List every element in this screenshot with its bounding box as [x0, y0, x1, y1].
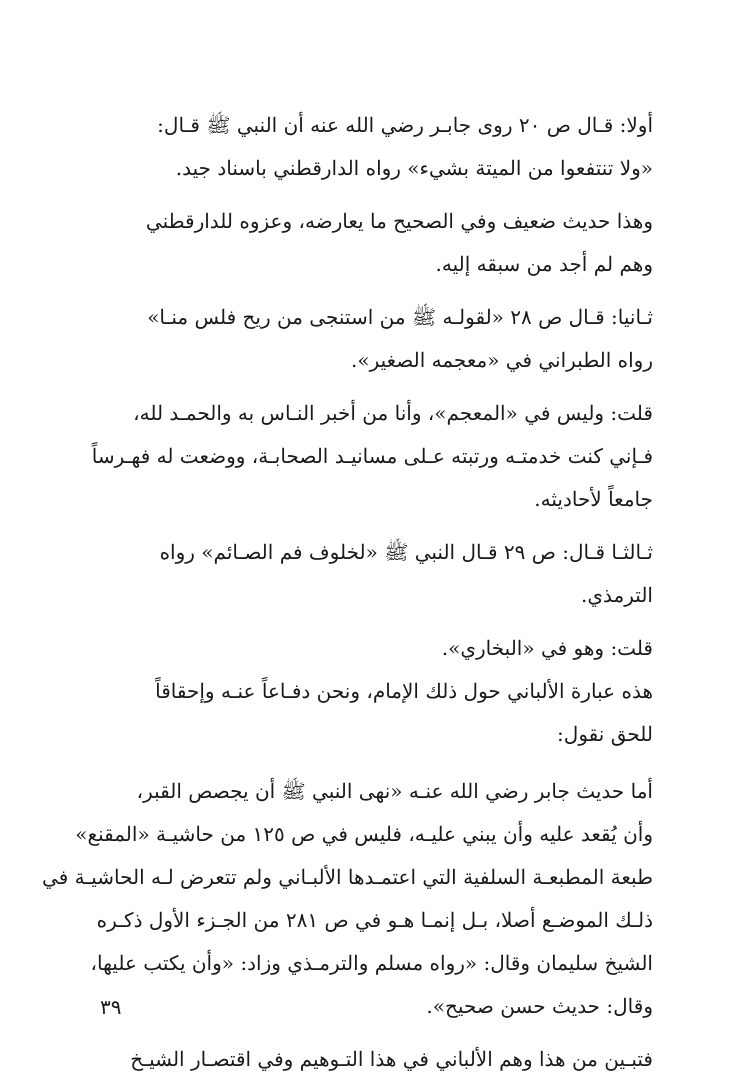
paragraph-gap	[95, 382, 653, 392]
text-line: قلت: وليس في «المعجم»، وأنا من أخبر النـاس به والحمـد لله،	[133, 401, 653, 425]
paragraph-gap	[95, 521, 653, 531]
paragraph-2	[95, 200, 653, 286]
text-line: للحق نقول:	[557, 722, 653, 746]
text-line: ذلـك الموضـع أصلا، بـل إنمـا هـو في ص ٢٨١ من الجـزء الأول ذكـره	[96, 908, 653, 932]
paragraph-5	[95, 531, 653, 617]
text-line: فـإني كنت خدمتـه ورتبته عـلى مسانيـد الصحابـة، ووضعت له فهـرساً	[91, 444, 653, 468]
paragraph-3	[95, 296, 653, 382]
paragraph-gap	[95, 617, 653, 627]
text-line: طبعة المطبعـة السلفية التي اعتمـدها الألبـاني ولم تتعرض لـه الحاشيـة في	[42, 865, 653, 889]
text-line: أولا: قـال ص ٢٠ روى جابـر رضي الله عنه أن النبي ﷺ قـال:	[157, 113, 653, 137]
paragraph-1	[95, 104, 653, 190]
text-line: رواه الطبراني في «معجمه الصغير».	[350, 348, 653, 372]
paragraph-gap	[95, 1028, 653, 1038]
text-line: جامعاً لأحاديثه.	[534, 487, 653, 511]
paragraph-gap	[95, 190, 653, 200]
text-line: هذه عبارة الألباني حول ذلك الإمام، ونحن دفـاعاً عنـه وإحقاقاً	[155, 679, 653, 703]
text-line: فتبـين من هذا وهم الألباني في هذا التـوهيم وفي اقتصـار الشيـخ	[130, 1047, 653, 1071]
text-line: «ولا تنتفعوا من الميتة بشيء» رواه الدارقطني باسناد جيد.	[175, 156, 653, 180]
text-line: ثـانيا: قـال ص ٢٨ «لقولـه ﷺ من استنجى من ريح فلس منـا»	[147, 305, 653, 329]
paragraph-gap	[95, 756, 653, 770]
text-line: ثـالثـا قـال: ص ٢٩ قـال النبي ﷺ «لخلوف فم الصـائم» رواه	[159, 540, 653, 564]
body-text	[42, 104, 653, 1081]
paragraph-6	[95, 627, 653, 756]
paragraph-gap	[95, 286, 653, 296]
text-line: وهم لم أجد من سبقه إليه.	[435, 252, 653, 276]
text-line: أما حديث جابر رضي الله عنـه «نهى النبي ﷺ أن يجصص القبر،	[136, 779, 653, 803]
text-line: وهذا حديث ضعيف وفي الصحيح ما يعارضه، وعزوه للدارقطني	[145, 209, 653, 233]
text-line: وأن يُقعد عليه وأن يبني عليـه، فليس في ص ١٢٥ من حاشيـة «المقنع»	[75, 822, 653, 846]
text-line: الترمذي.	[581, 583, 653, 607]
paragraph-8	[95, 1038, 653, 1081]
text-line: الشيخ سليمان وقال: «رواه مسلم والترمـذي وزاد: «وأن يكتب عليها،	[90, 951, 653, 975]
text-line: قلت: وهو في «البخاري».	[441, 636, 653, 660]
paragraph-7	[42, 770, 653, 1028]
page-number: ٣٩	[100, 995, 122, 1019]
text-line: وقال: حديث حسن صحيح».	[426, 994, 653, 1018]
paragraph-4	[91, 392, 653, 521]
